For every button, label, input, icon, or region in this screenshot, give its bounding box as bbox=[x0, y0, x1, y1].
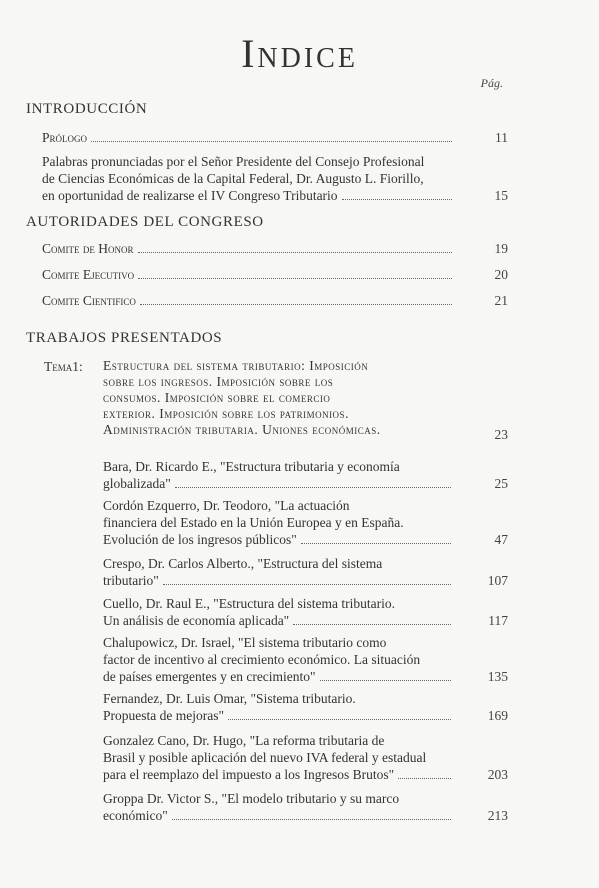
dot-leader bbox=[138, 251, 453, 253]
toc-entry-line: Fernandez, Dr. Luis Omar, "Sistema tributario. bbox=[103, 691, 356, 706]
toc-entry-line: de Ciencias Económicas de la Capital Federal, Dr. Augusto L. Fiorillo, bbox=[42, 171, 424, 186]
toc-entry-text: Comite de Honor bbox=[42, 241, 134, 256]
toc-entry-line: financiera del Estado en la Unión Europea y en España. bbox=[103, 515, 404, 530]
toc-entry-paper[interactable] bbox=[103, 497, 508, 548]
toc-page-number: 20 bbox=[494, 267, 508, 282]
toc-entry-text: globalizada" bbox=[103, 476, 171, 491]
toc-entry-comite-honor[interactable] bbox=[42, 240, 508, 257]
toc-entry-line: Palabras pronunciadas por el Señor Presidente del Consejo Profesional bbox=[42, 154, 425, 169]
toc-page-number: 47 bbox=[494, 532, 508, 547]
tema-line: Estructura del sistema tributario: Imposición bbox=[103, 358, 369, 373]
tema-line: exterior. Imposición sobre los patrimonios. bbox=[103, 406, 349, 421]
toc-entry-line: Brasil y posible aplicación del nuevo IVA federal y estadual bbox=[103, 750, 427, 765]
toc-entry-paper[interactable] bbox=[103, 690, 508, 724]
toc-entry-line: Cuello, Dr. Raul E., "Estructura del sistema tributario. bbox=[103, 596, 395, 611]
toc-entry-line: Bara, Dr. Ricardo E., "Estructura tributaria y economía bbox=[103, 459, 400, 474]
dot-leader bbox=[228, 718, 451, 720]
toc-page-number: 11 bbox=[495, 130, 508, 145]
toc-page-number: 135 bbox=[487, 669, 508, 684]
toc-entry-palabras[interactable] bbox=[42, 153, 508, 204]
toc-entry-text: Prólogo bbox=[42, 130, 88, 145]
toc-entry-line: Crespo, Dr. Carlos Alberto., "Estructura del sistema bbox=[103, 556, 383, 571]
dot-leader bbox=[301, 542, 451, 544]
toc-entry-text: Propuesta de mejoras" bbox=[103, 708, 224, 723]
tema-line: consumos. Imposición sobre el comercio bbox=[103, 390, 331, 405]
toc-page-number: 19 bbox=[494, 241, 508, 256]
toc-entry-text: de países emergentes y en crecimiento" bbox=[103, 669, 316, 684]
dot-leader bbox=[163, 583, 451, 585]
toc-entry-text: en oportunidad de realizarse el IV Congreso Tributario bbox=[42, 188, 338, 203]
toc-entry-paper[interactable] bbox=[103, 790, 508, 824]
dot-leader bbox=[320, 679, 451, 681]
toc-entry-paper[interactable] bbox=[103, 732, 508, 783]
page-column-label: Pág. bbox=[480, 76, 503, 90]
toc-entry-text: Comite Cientifico bbox=[42, 293, 136, 308]
tema-label: Tema1: bbox=[44, 359, 83, 374]
toc-entry-line: Chalupowicz, Dr. Israel, "El sistema tributario como bbox=[103, 635, 387, 650]
toc-entry-line: Gonzalez Cano, Dr. Hugo, "La reforma tributaria de bbox=[103, 733, 385, 748]
tema-line: Administración tributaria. Uniones económicas. bbox=[103, 422, 381, 437]
toc-entry-line: Cordón Ezquerro, Dr. Teodoro, "La actuación bbox=[103, 498, 350, 513]
tema-page-number: 23 bbox=[494, 427, 508, 442]
section-heading-trabajos: TRABAJOS PRESENTADOS bbox=[26, 330, 223, 346]
dot-leader bbox=[140, 303, 452, 305]
toc-page-number: 117 bbox=[488, 613, 508, 628]
dot-leader bbox=[138, 277, 452, 279]
toc-page-number: 25 bbox=[494, 476, 508, 491]
dot-leader bbox=[91, 140, 452, 142]
toc-page-number: 15 bbox=[494, 188, 508, 203]
toc-entry-comite-ejecutivo[interactable] bbox=[42, 266, 508, 283]
toc-entry-paper[interactable] bbox=[103, 595, 508, 629]
tema-line: sobre los ingresos. Imposición sobre los bbox=[103, 374, 334, 389]
dot-leader bbox=[398, 777, 451, 779]
toc-entry-line: factor de incentivo al crecimiento económico. La situación bbox=[103, 652, 421, 667]
toc-page-number: 203 bbox=[487, 767, 508, 782]
section-heading-autoridades: AUTORIDADES DEL CONGRESO bbox=[26, 214, 264, 230]
page-title: Indice bbox=[241, 31, 358, 76]
toc-page-number: 21 bbox=[494, 293, 508, 308]
toc-entry-text: Un análisis de economía aplicada" bbox=[103, 613, 290, 628]
toc-page-number: 107 bbox=[487, 573, 508, 588]
dot-leader bbox=[172, 818, 451, 820]
toc-entry-text: Comite Ejecutivo bbox=[42, 267, 135, 282]
dot-leader bbox=[342, 198, 452, 200]
toc-entry-text: tributario" bbox=[103, 573, 159, 588]
toc-entry-comite-cientifico[interactable] bbox=[42, 292, 508, 309]
dot-leader bbox=[293, 623, 451, 625]
toc-entry-prologo[interactable] bbox=[42, 129, 508, 146]
toc-page-number: 169 bbox=[487, 708, 508, 723]
tema-heading[interactable] bbox=[103, 358, 508, 438]
toc-entry-text: para el reemplazo del impuesto a los Ingresos Brutos" bbox=[103, 767, 395, 782]
dot-leader bbox=[175, 486, 451, 488]
toc-entry-paper[interactable] bbox=[103, 555, 508, 589]
toc-entry-text: económico" bbox=[103, 808, 168, 823]
toc-entry-text: Evolución de los ingresos públicos" bbox=[103, 532, 297, 547]
toc-entry-paper[interactable] bbox=[103, 634, 508, 685]
section-heading-introduccion: INTRODUCCIÓN bbox=[26, 101, 148, 117]
toc-page-number: 213 bbox=[487, 808, 508, 823]
toc-entry-paper[interactable] bbox=[103, 458, 508, 492]
toc-entry-line: Groppa Dr. Victor S., "El modelo tributario y su marco bbox=[103, 791, 400, 806]
